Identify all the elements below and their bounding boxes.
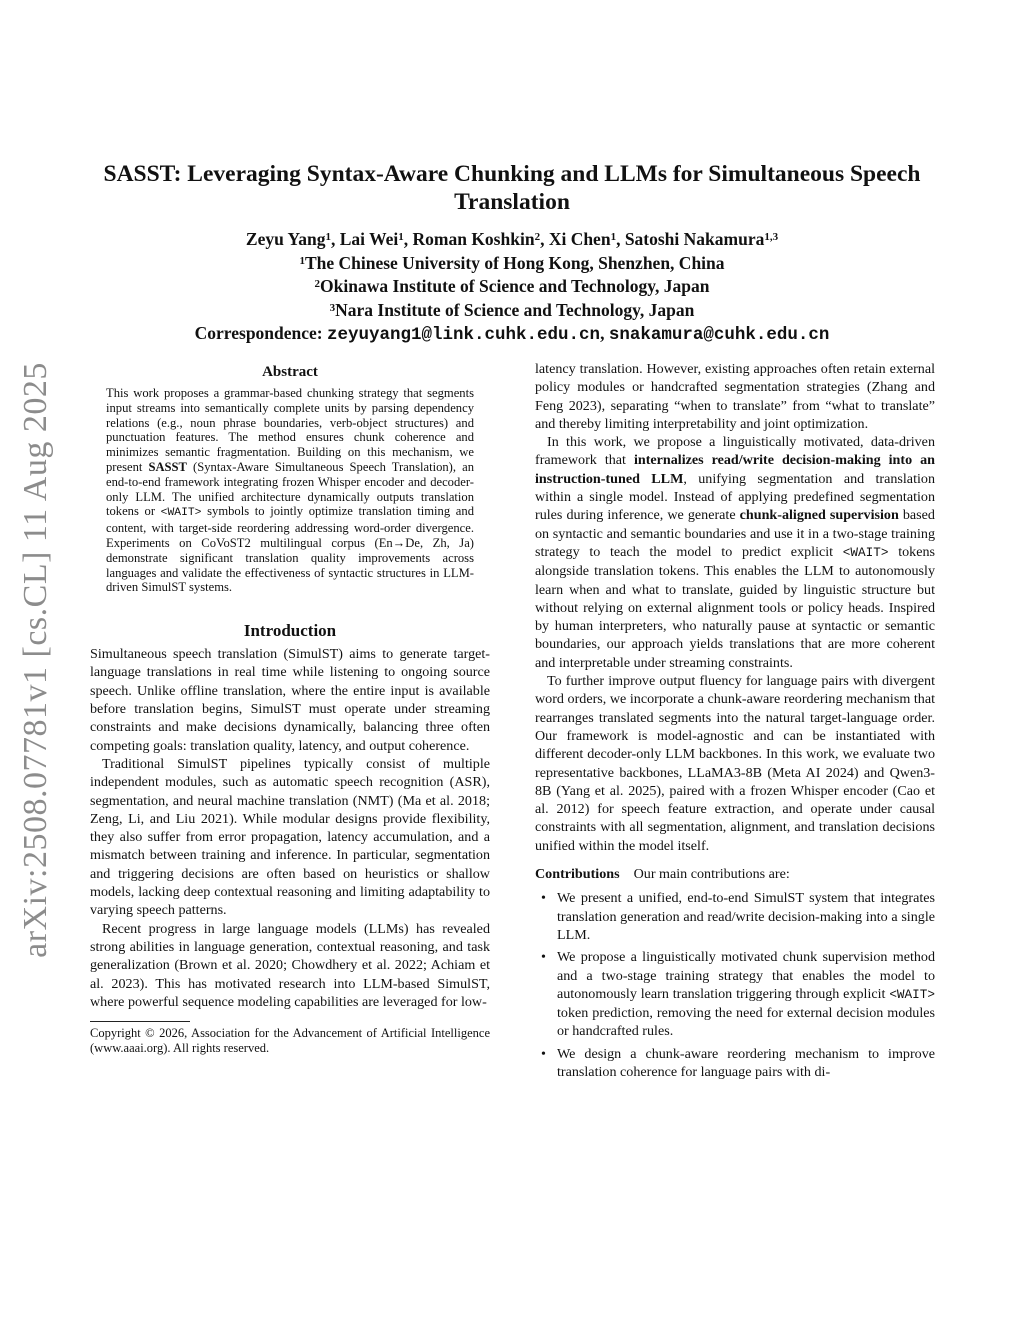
author-block bbox=[80, 228, 944, 348]
author-name: Zeyu Yang bbox=[245, 229, 326, 249]
system-name: SASST bbox=[148, 459, 187, 474]
author-affiliation-mark: 1 bbox=[610, 231, 617, 243]
author-affiliation-mark: 1,3 bbox=[764, 231, 779, 243]
bullet-icon: • bbox=[541, 1045, 546, 1062]
correspondence-line: Correspondence: zeyuyang1@link.cuhk.edu.cn, snakamura@cuhk.edu.cn bbox=[194, 323, 830, 345]
author-name: Lai Wei bbox=[339, 229, 399, 249]
introduction-heading: Introduction bbox=[243, 621, 337, 641]
intro-paragraph-1: Simultaneous speech translation (SimulST) aims to generate target-language translations in real time while listening to ongoing source speech. Unlike offline translation, where the entire input is available before translation begins, SimulST must operate under streaming constraints and make decisions dynamically, balancing three often competing goals: translation quality, latency, and output coherence. bbox=[90, 646, 490, 754]
right-paragraph-1: latency translation. However, existing approaches often retain external policy modules or handcrafted segmentation strategies (Zhang and Feng 2023), separating “when to translate” from “what to translate” and thereby limiting interpretability and joint optimization. bbox=[535, 361, 935, 432]
list-item: • We design a chunk-aware reordering mechanism to improve translation coherence for language pairs with di- bbox=[541, 1045, 935, 1080]
author-affiliation-mark: 1 bbox=[398, 231, 404, 243]
emphasis-chunk-supervision: chunk-aligned supervision bbox=[739, 507, 899, 524]
right-column bbox=[535, 360, 935, 1085]
wait-token: <WAIT> bbox=[160, 507, 202, 520]
author-name: Xi Chen bbox=[548, 229, 611, 249]
intro-paragraph-3: Recent progress in large language models (LLMs) has revealed strong abilities in language generation, contextual reasoning, and task generalization (Brown et al. 2020; Chowdhery et al. 2022; Achiam et al. 2023). This has motivated research into LLM-based SimulST, where powerful sequence modeling capabilities are leveraged for low- bbox=[90, 920, 490, 1010]
abstract-heading: Abstract bbox=[262, 364, 318, 380]
right-paragraph-2: In this work, we propose a linguistically motivated, data-driven framework that internalizes read/write decision-making into an instruction-tuned LLM, unifying segmentation and translation within a single model. Instead of applying predefined segmentation rules during inference, we generate chunk-aligned supervision based on syntactic and semantic boundaries and use it in a two-stage training strategy to teach the model to predict explicit <WAIT> tokens alongside translation tokens. This enables the LLM to autonomously learn when and what to translate, guided by linguistic structure but without relying on external alignment tools or policy heads. Inspired by human interpreters, who naturally pause at syntactic or semantic boundaries, our approach yields translations that are more coherent and interpretable under streaming constraints. bbox=[535, 434, 935, 671]
left-column bbox=[90, 360, 490, 1056]
author-affiliation-mark: 2 bbox=[534, 231, 541, 243]
paper-title: SASST: Leveraging Syntax-Aware Chunking and LLMs for Simultaneous Speech Translation bbox=[103, 161, 921, 215]
contributions-intro: Our main contributions are: bbox=[633, 866, 790, 883]
author-list: Zeyu Yang$^1$, Lai Wei$^1$, Roman Koshkin$^2$, Xi Chen$^1$, Satoshi Nakamura$^{1,3}$ bbox=[245, 229, 779, 249]
bullet-icon: • bbox=[541, 949, 546, 966]
author-name: Roman Koshkin bbox=[412, 229, 535, 249]
affiliation-2: $^2$Okinawa Institute of Science and Technology, Japan bbox=[314, 276, 710, 296]
correspondence-email-2[interactable]: snakamura@cuhk.edu.cn bbox=[608, 325, 830, 345]
correspondence-email-1[interactable]: zeyuyang1@link.cuhk.edu.cn bbox=[327, 325, 601, 345]
copyright-footnote: Copyright © 2026, Association for the Advancement of Artificial Intelligence (www.aaai.org). All rights reserved. bbox=[90, 1026, 490, 1056]
contributions-label: Contributions bbox=[535, 866, 620, 883]
arxiv-identifier-stamp: arXiv:2508.07781v1 [cs.CL] 11 Aug 2025 bbox=[17, 362, 54, 958]
right-paragraph-3: To further improve output fluency for language pairs with divergent word orders, we incorporate a chunk-aware reordering mechanism that rearranges translated segments into the natural target-language order. Our framework is model-agnostic and can be instantiated with different decoder-only LLM backbones. In this work, we evaluate two representative backbones, LLaMA3-8B (Meta AI 2024) and Qwen3-8B (Yang et al. 2025), paired with a frozen Whisper encoder (Cao et al. 2012) for speech feature extraction, and operate under causal constraints with all segmentation, alignment, and translation decisions unified within the model itself. bbox=[535, 673, 935, 854]
wait-token: <WAIT> bbox=[889, 986, 935, 1002]
affiliation-1: $^1$The Chinese University of Hong Kong, Shenzhen, China bbox=[299, 252, 725, 273]
emphasis-internalizes: internalizes read/write decision-making into an instruction-tuned LLM bbox=[535, 452, 935, 487]
wait-token: <WAIT> bbox=[842, 544, 889, 560]
author-affiliation-mark: 1 bbox=[325, 231, 331, 243]
contributions-heading bbox=[535, 865, 935, 883]
footnote-divider bbox=[90, 1021, 190, 1022]
list-item: • We propose a linguistically motivated chunk supervision method and a two-stage training strategy that enables the model to autonomously learn translation triggering through explicit <WAIT> token prediction, removing the need for external decision modules or handcrafted rules. bbox=[541, 949, 935, 1040]
author-name: Satoshi Nakamura bbox=[624, 229, 765, 249]
abstract-body: This work proposes a grammar-based chunking strategy that segments input streams into semantically complete units by parsing dependency relations (e.g., noun phrase boundaries, verb-object structures) and punctuation features. The method ensures chunk coherence and minimizes semantic fragmentation. Building on this mechanism, we present SASST (Syntax-Aware Simultaneous Speech Translation), an end-to-end framework integrating frozen Whisper encoder and decoder-only LLM. The unified architecture dynamically outputs translation tokens or <WAIT> symbols to jointly optimize translation timing and content, with target-side reordering addressing word-order divergence. Experiments on CoVoST2 multilingual corpus (En→De, Zh, Ja) demonstrate significant translation quality improvements across languages and validate the effectiveness of syntactic structures in LLM-driven SimulST systems. bbox=[106, 386, 474, 595]
bullet-icon: • bbox=[541, 890, 546, 907]
list-item: • We present a unified, end-to-end SimulST system that integrates translation generation and read/write decision-making into a single LLM. bbox=[541, 890, 935, 943]
contributions-list bbox=[535, 889, 935, 1081]
correspondence-label: Correspondence: bbox=[194, 323, 323, 343]
affiliation-3: $^3$Nara Institute of Science and Technology, Japan bbox=[329, 299, 695, 320]
intro-paragraph-2: Traditional SimulST pipelines typically consist of multiple independent modules, such as automatic speech recognition (ASR), segmentation, and neural machine translation (NMT) (Ma et al. 2018; Zeng, Li, and Liu 2021). While modular designs provide flexibility, they also suffer from error propagation, latency accumulation, and a mismatch between training and inference. In particular, segmentation and triggering decisions are often based on heuristics or shallow models, lacking deep contextual reasoning and limiting adaptability to varying speech patterns. bbox=[90, 755, 490, 919]
